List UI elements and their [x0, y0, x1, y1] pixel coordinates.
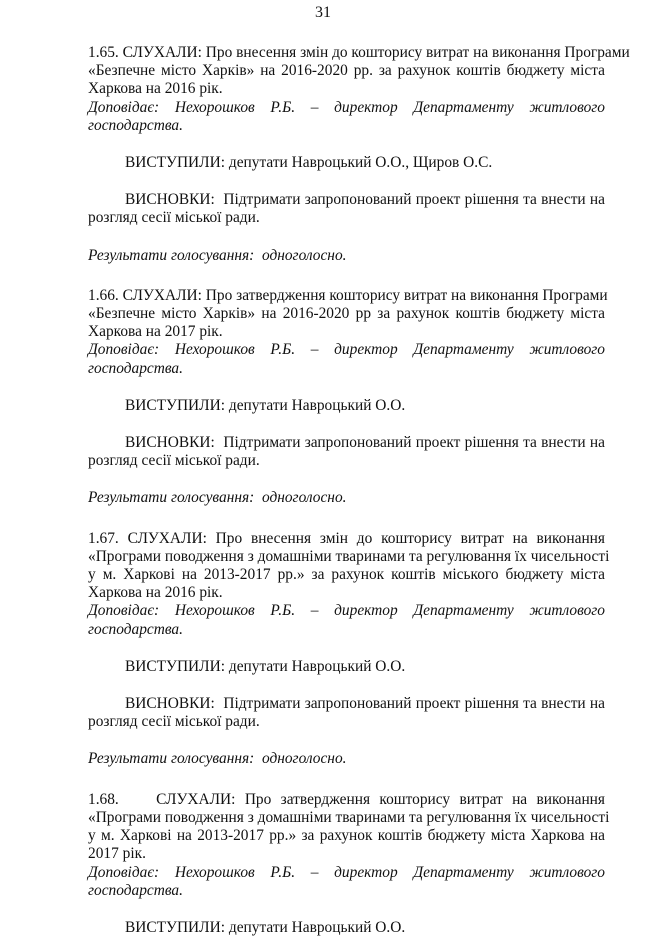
conclusion-label: ВИСНОВКИ:: [125, 695, 215, 713]
heard-line: Харкова на 2017 рік.: [88, 323, 223, 341]
vote-result-value: одноголосно.: [261, 750, 347, 768]
heard-line: у м. Харкові на 2013-2017 рр.» за рахунок коштів міського бюджету міста: [88, 566, 605, 584]
conclusion-line: розгляд сесії міської ради.: [88, 452, 260, 470]
conclusion-text: Підтримати запропонований проект рішення та внести на: [223, 695, 605, 713]
heard-line: [88, 44, 630, 62]
reporter-line: господарства.: [88, 116, 183, 134]
heard-line: [88, 530, 605, 548]
heard-line: Харкова на 2016 рік.: [88, 80, 223, 98]
agenda-item-1-67: [88, 529, 610, 769]
conclusion-text: Підтримати запропонований проект рішення та внести на: [223, 434, 605, 452]
spoke-label: ВИСТУПИЛИ:: [125, 918, 226, 936]
vote-result-label: Результати голосування:: [88, 246, 255, 264]
conclusion-line: розгляд сесії міської ради.: [88, 209, 260, 227]
heard-text: Про внесення змін до кошторису витрат на виконання Програми: [205, 44, 630, 61]
heard-line: у м. Харкові на 2013-2017 рр.» за рахунок коштів бюджету міста Харкова на: [88, 827, 605, 845]
reporter-line: Доповідає: Нехорошков Р.Б. – директор Департаменту житлового: [88, 863, 605, 881]
vote-result-label: Результати голосування:: [88, 750, 255, 768]
conclusion-label: ВИСНОВКИ:: [125, 434, 215, 452]
conclusion-text: Підтримати запропонований проект рішення та внести на: [223, 191, 605, 209]
heard-line: «Безпечне місто Харків» на 2016-2020 рр за рахунок коштів бюджету міста: [88, 305, 605, 323]
heard-text: Про затвердження кошторису витрат на виконання Програми: [205, 286, 608, 304]
vote-result-label: Результати голосування:: [88, 489, 255, 507]
heard-line: «Програми поводження з домашніми тваринами та регулювання їх чисельності: [88, 808, 610, 826]
reporter-line: господарства.: [88, 620, 183, 638]
heard-line: «Програми поводження з домашніми тваринами та регулювання їх чисельності: [88, 547, 610, 565]
spoke-line: [88, 397, 605, 415]
reporter-line: Доповідає: Нехорошков Р.Б. – директор Департаменту житлового: [88, 341, 605, 359]
reporter-line: господарства.: [88, 359, 183, 377]
conclusion-line: [88, 191, 605, 209]
agenda-item-1-66: [88, 286, 608, 508]
heard-label: СЛУХАЛИ:: [122, 286, 202, 304]
heard-line: [88, 286, 608, 305]
item-number: 1.66.: [88, 286, 119, 304]
vote-result-value: одноголосно.: [261, 489, 347, 507]
item-number: 1.67.: [88, 529, 119, 547]
reporter-line: Доповідає: Нехорошков Р.Б. – директор Департаменту житлового: [88, 98, 605, 116]
page-number: 31: [315, 4, 331, 21]
item-number: 1.65.: [88, 44, 119, 61]
heard-line: «Безпечне місто Харків» на 2016-2020 рр. за рахунок коштів бюджету міста: [88, 62, 605, 80]
conclusion-line: [88, 695, 605, 713]
spoke-label: ВИСТУПИЛИ:: [125, 657, 226, 675]
reporter-line: Доповідає: Нехорошков Р.Б. – директор Департаменту житлового: [88, 602, 605, 620]
heard-line: Харкова на 2016 рік.: [88, 584, 223, 602]
vote-result-value: одноголосно.: [261, 246, 347, 264]
conclusion-line: розгляд сесії міської ради.: [88, 713, 260, 731]
heard-label: СЛУХАЛИ:: [156, 790, 236, 808]
document-body: [88, 44, 630, 937]
spoke-line: [88, 658, 605, 676]
spoke-line: [88, 919, 605, 937]
heard-text: Про затвердження кошторису витрат на виконання: [244, 790, 605, 808]
vote-result: [88, 489, 605, 507]
heard-label: СЛУХАЛИ:: [127, 529, 207, 547]
reporter-line: господарства.: [88, 881, 183, 899]
item-number: 1.68.: [88, 790, 119, 808]
conclusion-label: ВИСНОВКИ:: [125, 191, 215, 209]
agenda-item-1-65: [88, 44, 630, 265]
spoke-line: [88, 154, 605, 172]
heard-line: 2017 рік.: [88, 845, 146, 863]
spoke-label: ВИСТУПИЛИ:: [125, 396, 226, 414]
conclusion-line: [88, 434, 605, 452]
vote-result: [88, 247, 605, 265]
vote-result: [88, 750, 605, 768]
heard-line: [88, 791, 605, 809]
heard-label: СЛУХАЛИ:: [122, 44, 202, 61]
spoke-text: депутати Навроцький О.О.: [228, 657, 406, 675]
spoke-label: ВИСТУПИЛИ:: [125, 154, 226, 172]
spoke-text: депутати Навроцький О.О.: [228, 396, 406, 414]
heard-text: Про внесення змін до кошторису витрат на виконання: [215, 529, 605, 547]
agenda-item-1-68: [88, 790, 610, 937]
spoke-text: депутати Навроцький О.О., Щиров О.С.: [228, 154, 493, 172]
spoke-text: депутати Навроцький О.О.: [228, 918, 406, 936]
